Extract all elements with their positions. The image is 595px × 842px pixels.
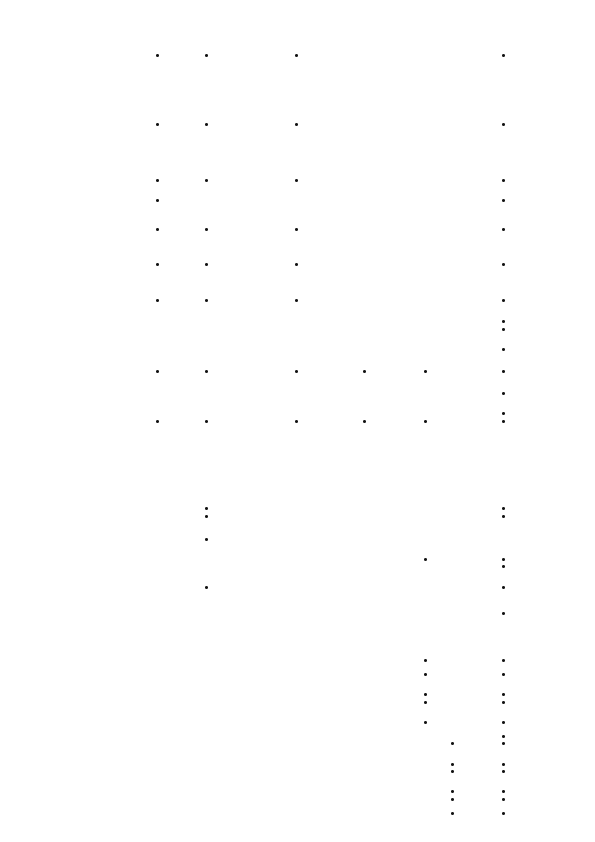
row-text — [57, 367, 302, 373]
row-text — [57, 513, 302, 519]
plus-icon — [424, 370, 427, 373]
row-text — [57, 93, 302, 112]
table-row — [0, 59, 595, 72]
table-row — [0, 326, 595, 345]
plus-icon — [424, 673, 427, 676]
plus-icon — [451, 812, 454, 815]
plus-icon — [451, 790, 454, 793]
row-text — [57, 390, 302, 409]
plus-icon — [424, 659, 427, 662]
table-row — [0, 390, 595, 409]
plus-icon — [502, 659, 505, 662]
plus-icon — [502, 693, 505, 696]
table-row — [0, 121, 595, 140]
table-row — [0, 505, 595, 511]
row-text — [57, 556, 302, 562]
table-row — [0, 610, 595, 635]
plus-icon — [502, 742, 505, 745]
table-row — [0, 657, 595, 670]
row-text — [57, 212, 302, 225]
table-row — [0, 528, 595, 534]
plus-icon — [205, 538, 208, 541]
row-text — [57, 155, 302, 161]
row-text — [57, 563, 302, 582]
plus-icon — [424, 420, 427, 423]
plus-icon — [502, 790, 505, 793]
table-row — [0, 563, 595, 582]
row-text — [57, 113, 302, 119]
row-text — [57, 269, 302, 288]
table-row — [0, 810, 595, 823]
table-row — [0, 52, 595, 58]
plus-icon — [502, 412, 505, 415]
row-text — [57, 425, 302, 431]
row-text — [57, 11, 302, 36]
row-text — [57, 637, 302, 656]
plus-icon — [502, 721, 505, 724]
row-text — [57, 141, 302, 154]
row-text — [57, 610, 302, 635]
table-row — [0, 425, 595, 431]
table-row — [0, 637, 595, 656]
plus-icon — [502, 54, 505, 57]
plus-icon — [156, 199, 159, 202]
table-row — [0, 269, 595, 288]
plus-icon — [502, 123, 505, 126]
row-text — [57, 410, 302, 416]
row-text — [57, 121, 302, 140]
table-row — [0, 353, 595, 366]
row-text — [57, 583, 302, 608]
row-text — [57, 719, 302, 732]
row-text — [57, 233, 302, 252]
row-text — [57, 353, 302, 366]
table-row — [0, 141, 595, 154]
row-text — [57, 382, 302, 388]
row-text — [57, 375, 302, 381]
plus-icon — [502, 507, 505, 510]
row-text — [57, 52, 302, 58]
row-text — [57, 289, 302, 295]
plus-icon — [502, 565, 505, 568]
table-row — [0, 226, 595, 232]
row-text — [57, 733, 302, 739]
plus-icon — [156, 299, 159, 302]
plus-icon — [295, 370, 298, 373]
table-row — [0, 113, 595, 119]
plus-icon — [295, 420, 298, 423]
row-text — [57, 163, 302, 176]
row-text — [57, 698, 302, 717]
plus-icon — [502, 735, 505, 738]
plus-icon — [502, 263, 505, 266]
table-row — [0, 418, 595, 424]
plus-icon — [295, 179, 298, 182]
plus-icon — [156, 420, 159, 423]
plus-icon — [451, 770, 454, 773]
row-text — [57, 520, 302, 526]
table-row — [0, 433, 595, 439]
plus-icon — [205, 299, 208, 302]
table-row — [0, 556, 595, 562]
table-row — [0, 318, 595, 324]
row-text — [57, 418, 302, 424]
row-text — [57, 768, 302, 787]
table-row — [0, 671, 595, 690]
row-text — [57, 73, 302, 92]
table-row — [0, 520, 595, 526]
plus-icon — [502, 515, 505, 518]
plus-icon — [502, 348, 505, 351]
plus-icon — [502, 586, 505, 589]
table-row — [0, 177, 595, 196]
table-row — [0, 768, 595, 787]
plus-icon — [451, 742, 454, 745]
row-text — [57, 440, 302, 504]
plus-icon — [502, 420, 505, 423]
table-row — [0, 38, 595, 51]
table-row — [0, 261, 595, 267]
plus-icon — [295, 123, 298, 126]
plus-icon — [205, 515, 208, 518]
table-row — [0, 796, 595, 809]
plus-icon — [205, 586, 208, 589]
row-text — [57, 254, 302, 260]
plus-icon — [451, 798, 454, 801]
row-text — [57, 38, 302, 51]
row-text — [57, 740, 302, 759]
table-row — [0, 367, 595, 373]
table-row — [0, 740, 595, 759]
table-row — [0, 513, 595, 519]
table-row — [0, 73, 595, 92]
plus-icon — [502, 299, 505, 302]
plus-icon — [424, 558, 427, 561]
table-row — [0, 297, 595, 303]
row-text — [57, 810, 302, 823]
plus-icon — [424, 701, 427, 704]
plus-icon — [502, 770, 505, 773]
table-row — [0, 410, 595, 416]
plus-icon — [502, 763, 505, 766]
row-text — [57, 788, 302, 794]
table-row — [0, 583, 595, 608]
plus-icon — [502, 370, 505, 373]
row-text — [57, 505, 302, 511]
table-row — [0, 289, 595, 295]
plus-icon — [205, 420, 208, 423]
plus-icon — [156, 123, 159, 126]
table-row — [0, 346, 595, 352]
table-row — [0, 212, 595, 225]
table-row — [0, 163, 595, 176]
table-row — [0, 375, 595, 381]
row-text — [57, 261, 302, 267]
row-text — [57, 197, 302, 203]
plus-icon — [502, 812, 505, 815]
plus-icon — [205, 54, 208, 57]
table-row — [0, 382, 595, 388]
table-row — [0, 155, 595, 161]
plus-icon — [502, 179, 505, 182]
row-text — [57, 796, 302, 809]
row-text — [57, 297, 302, 303]
table-row — [0, 719, 595, 732]
plus-icon — [205, 123, 208, 126]
table-row — [0, 233, 595, 252]
row-text — [57, 528, 302, 534]
row-text — [57, 671, 302, 690]
plus-icon — [205, 370, 208, 373]
plus-icon — [424, 693, 427, 696]
table-row — [0, 733, 595, 739]
table-row — [0, 535, 595, 554]
table-row — [0, 698, 595, 717]
plus-icon — [502, 612, 505, 615]
plus-icon — [363, 370, 366, 373]
plus-icon — [156, 54, 159, 57]
plus-icon — [502, 392, 505, 395]
plus-icon — [205, 179, 208, 182]
plus-icon — [502, 199, 505, 202]
row-text — [57, 177, 302, 196]
table-row — [0, 440, 595, 504]
table-row — [0, 197, 595, 203]
table-row — [0, 691, 595, 697]
row-text — [57, 433, 302, 439]
plus-icon — [295, 54, 298, 57]
row-text — [57, 304, 302, 317]
plus-icon — [295, 299, 298, 302]
row-text — [57, 760, 302, 766]
plus-icon — [502, 673, 505, 676]
plus-icon — [502, 798, 505, 801]
plus-icon — [502, 558, 505, 561]
row-text — [57, 226, 302, 232]
row-text — [57, 691, 302, 697]
plus-icon — [451, 763, 454, 766]
plus-icon — [502, 320, 505, 323]
row-text — [57, 59, 302, 72]
table-row — [0, 788, 595, 794]
table-row — [0, 11, 595, 36]
table-row — [0, 204, 595, 210]
plus-icon — [424, 721, 427, 724]
table-row — [0, 304, 595, 317]
row-text — [57, 346, 302, 352]
plus-icon — [295, 228, 298, 231]
table-row — [0, 93, 595, 112]
row-text — [57, 535, 302, 554]
row-text — [57, 204, 302, 210]
table-row — [0, 760, 595, 766]
plus-icon — [156, 228, 159, 231]
row-text — [57, 657, 302, 670]
plus-icon — [205, 228, 208, 231]
plus-icon — [156, 370, 159, 373]
plus-icon — [502, 701, 505, 704]
plus-icon — [156, 179, 159, 182]
plus-icon — [363, 420, 366, 423]
table-row — [0, 254, 595, 260]
plus-icon — [502, 228, 505, 231]
row-text — [57, 318, 302, 324]
row-text — [57, 326, 302, 345]
plus-icon — [502, 328, 505, 331]
